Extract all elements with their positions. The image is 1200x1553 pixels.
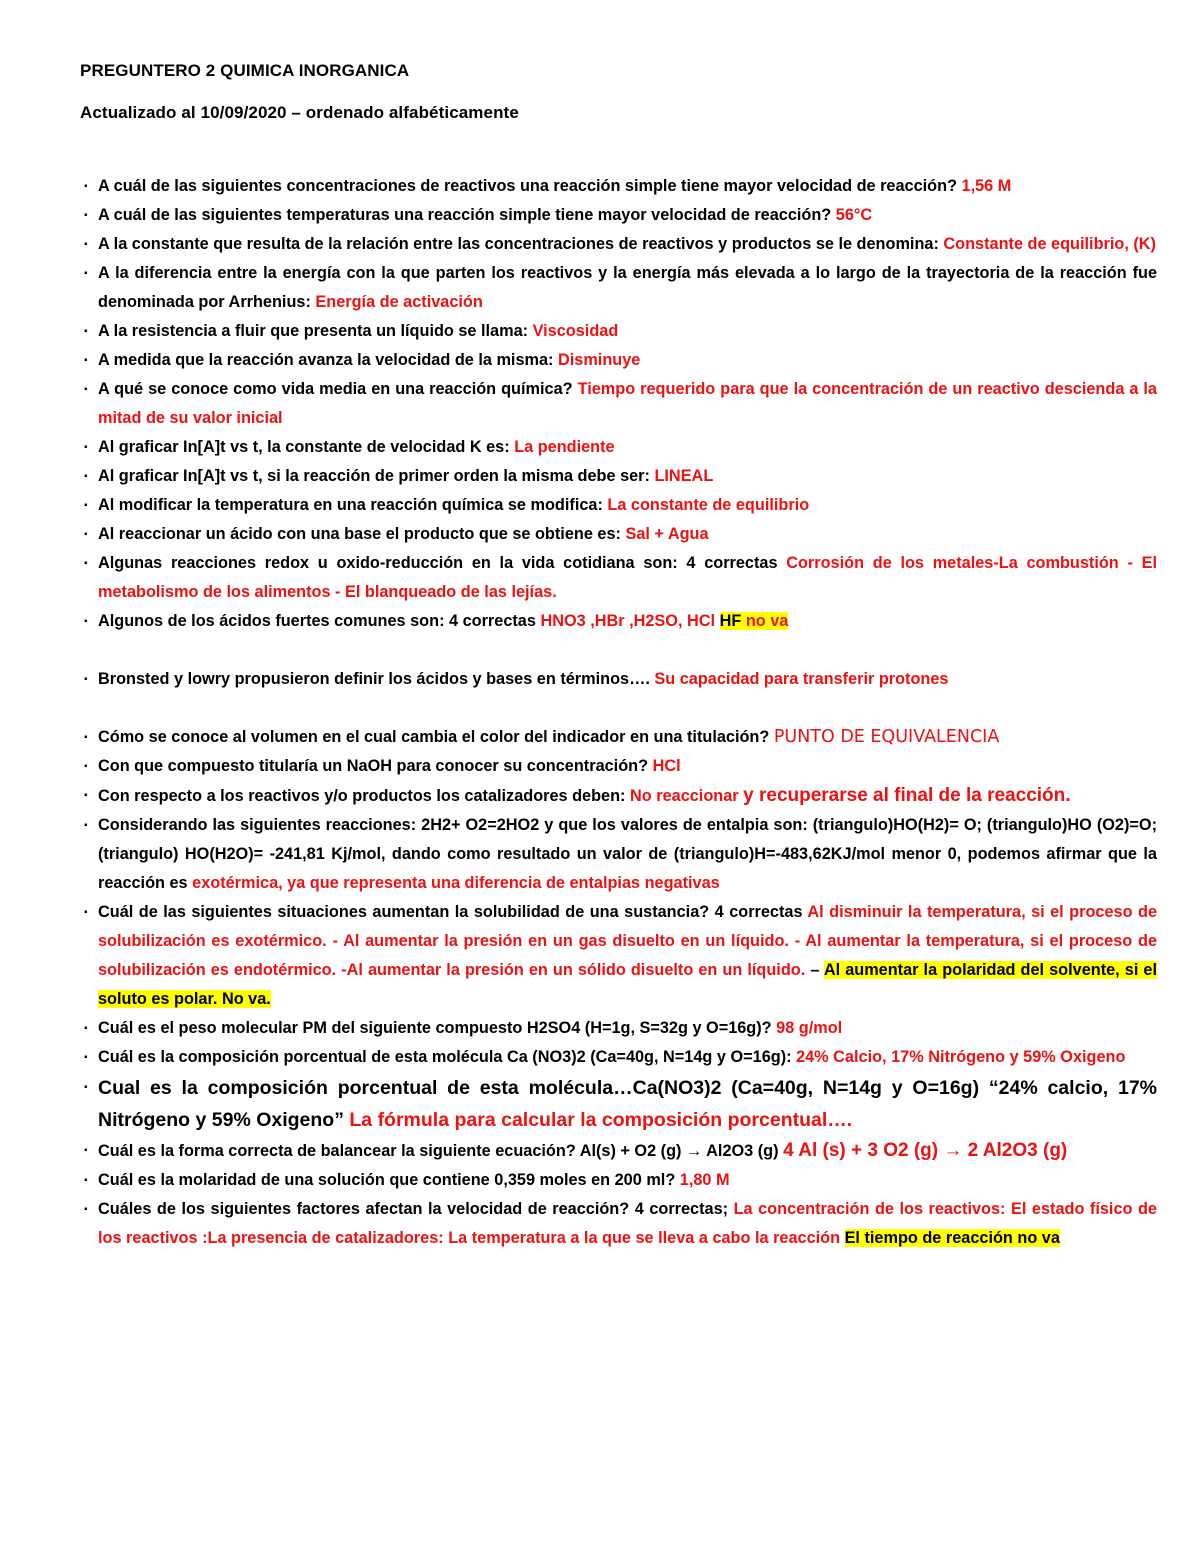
list-item: [84, 201, 1157, 230]
list-item: [84, 549, 1157, 607]
answer-text: La pendiente: [514, 438, 615, 456]
answer-text: 4 Al (s) + 3 O2 (g) → 2 Al2O3 (g): [783, 1140, 1068, 1161]
list-item: [84, 491, 1157, 520]
answer-text: 24% Calcio, 17% Nitrógeno y 59% Oxigeno: [796, 1048, 1126, 1066]
question-text: Al reaccionar un ácido con una base el producto que se obtiene es:: [98, 525, 626, 543]
highlighted-note: HF: [719, 612, 742, 630]
question-text: Con respecto a los reactivos y/o productos los catalizadores deben:: [98, 787, 631, 805]
answer-text: HCl: [652, 757, 681, 775]
answer-text: HNO3 ,HBr ,H2SO, HCl: [540, 612, 720, 630]
answer-text: PUNTO DE EQUIVALENCIA: [773, 727, 1000, 747]
question-text: A la constante que resulta de la relación entre las concentraciones de reactivos y productos se le denomina:: [98, 235, 944, 253]
question-text: Cuáles de los siguientes factores afectan la velocidad de reacción? 4 correctas;: [98, 1200, 734, 1218]
question-text: Al modificar la temperatura en una reacción química se modifica:: [98, 496, 608, 514]
question-text: Al graficar In[A]t vs t, la constante de velocidad K es:: [98, 438, 515, 456]
question-text: Algunas reacciones redox u oxido-reducción en la vida cotidiana son: 4 correctas: [98, 554, 787, 572]
answer-text: Sal + Agua: [625, 525, 709, 543]
question-text: Cuál es la composición porcentual de esta molécula Ca (NO3)2 (Ca=40g, N=14g y O=16g):: [98, 1048, 797, 1066]
list-item: [84, 230, 1157, 259]
list-item: [84, 433, 1157, 462]
list-item: [84, 1072, 1157, 1136]
document-title: PREGUNTERO 2 QUIMICA INORGANICA: [80, 61, 410, 80]
list-item: [84, 781, 1157, 811]
answer-text: 1,56 M: [961, 177, 1012, 195]
answer-text: LINEAL: [654, 467, 714, 485]
answer-text: Constante de equilibrio, (K): [943, 235, 1156, 253]
list-item: [84, 1166, 1157, 1195]
list-item: [84, 1195, 1157, 1253]
answer-text: Energía de activación: [315, 293, 483, 311]
answer-text: Su capacidad para transferir protones: [654, 670, 949, 688]
question-text: Cual es la composición porcentual de esta molécula…Ca(NO3)2 (Ca=40g, N=14g y O=16g) “24% calcio, 17% Nitrógeno y 59% Oxigeno”: [98, 1077, 1157, 1131]
answer-text: Viscosidad: [532, 322, 619, 340]
list-item: [84, 1014, 1157, 1043]
list-item: [84, 1043, 1157, 1072]
answer-text: Al disminuir la temperatura, si el proceso de solubilización es exotérmico. - Al aumentar la presión en un gas disuelto en un líquido. - Al aumentar la temperatura, si el proceso de solubilización es endotérmico. -Al aumentar la presión en un sólido disuelto en un líquido.: [98, 903, 1157, 979]
list-item: [84, 752, 1157, 781]
question-text: Cuál de las siguientes situaciones aumentan la solubilidad de una sustancia? 4 correctas: [98, 903, 808, 921]
question-text: Algunos de los ácidos fuertes comunes son: 4 correctas: [98, 612, 541, 630]
question-text: A la resistencia a fluir que presenta un líquido se llama:: [98, 322, 533, 340]
spacer: [84, 636, 1157, 665]
answer-text: Tiempo requerido para que la concentración de un reactivo descienda a la mitad de su valor inicial: [98, 380, 1157, 427]
answer-text: 56°C: [835, 206, 873, 224]
list-item: [84, 898, 1157, 1014]
answer-text: No reaccionar: [630, 787, 744, 805]
answer-text: Disminuye: [557, 351, 641, 369]
document-subtitle: Actualizado al 10/09/2020 – ordenado alfabéticamente: [80, 103, 519, 122]
answer-text: 1,80 M: [679, 1171, 730, 1189]
question-text: Con que compuesto titularía un NaOH para conocer su concentración?: [98, 757, 653, 775]
question-text: Considerando las siguientes reacciones: 2H2+ O2=2HO2 y que los valores de entalpia son: (triangulo)HO(H2)= O; (triangulo)HO (O2)=O; (triangulo) HO(H2O)= -241,81 Kj/mol, dando como resultado un valor de (triangulo)H=-483,62KJ/mol menor 0, podemos afirmar que la reacción es: [98, 816, 1157, 892]
list-item: [84, 346, 1157, 375]
list-item: [84, 811, 1157, 898]
answer-text: 98 g/mol: [776, 1019, 843, 1037]
answer-text: exotérmica, ya que representa una diferencia de entalpias negativas: [192, 874, 720, 892]
question-text: A qué se conoce como vida media en una reacción química?: [98, 380, 578, 398]
question-text: Al graficar In[A]t vs t, si la reacción de primer orden la misma debe ser:: [98, 467, 655, 485]
highlighted-note: Al aumentar la polaridad del solvente, si el soluto es polar. No va.: [98, 961, 1157, 1008]
highlighted-note: no va: [745, 612, 789, 630]
list-item: [84, 375, 1157, 433]
question-text: A cuál de las siguientes concentraciones de reactivos una reacción simple tiene mayor velocidad de reacción?: [98, 177, 962, 195]
answer-text: y recuperarse al final de la reacción.: [743, 785, 1071, 806]
list-item: [84, 520, 1157, 549]
question-text: Cuál es el peso molecular PM del siguiente compuesto H2SO4 (H=1g, S=32g y O=16g)?: [98, 1019, 777, 1037]
answer-text: La concentración de los reactivos: El estado físico de los reactivos :La presencia de catalizadores: La temperatura a la que se lleva a cabo la reacción: [98, 1200, 1157, 1247]
list-item: [84, 723, 1157, 752]
list-item: [84, 172, 1157, 201]
question-text: A la diferencia entre la energía con la que parten los reactivos y la energía más elevada a lo largo de la trayectoria de la reacción fue denominada por Arrhenius:: [98, 264, 1157, 311]
highlighted-note: El tiempo de reacción no va: [844, 1229, 1060, 1247]
answer-text: Corrosión de los metales-La combustión - El metabolismo de los alimentos - El blanqueado de las lejías.: [98, 554, 1157, 601]
answer-text: La constante de equilibrio: [607, 496, 810, 514]
list-item: [84, 317, 1157, 346]
question-text: A medida que la reacción avanza la velocidad de la misma:: [98, 351, 558, 369]
list-item: [84, 665, 1157, 694]
list-item: [84, 607, 1157, 636]
question-text: Cómo se conoce al volumen en el cual cambia el color del indicador en una titulación?: [98, 728, 774, 746]
question-text: A cuál de las siguientes temperaturas una reacción simple tiene mayor velocidad de reacción?: [98, 206, 836, 224]
list-item: [84, 462, 1157, 491]
list-item: [84, 259, 1157, 317]
spacer: [84, 694, 1157, 723]
answer-text: La fórmula para calcular la composición porcentual….: [349, 1109, 853, 1131]
question-text: Bronsted y lowry propusieron definir los ácidos y bases en términos….: [98, 670, 655, 688]
separator-dash: –: [810, 961, 824, 979]
list-item: [84, 1136, 1157, 1166]
question-list: [84, 172, 1157, 1253]
question-text: Cuál es la forma correcta de balancear la siguiente ecuación? Al(s) + O2 (g) → Al2O3 (g): [98, 1142, 784, 1160]
question-text: Cuál es la molaridad de una solución que contiene 0,359 moles en 200 ml?: [98, 1171, 680, 1189]
